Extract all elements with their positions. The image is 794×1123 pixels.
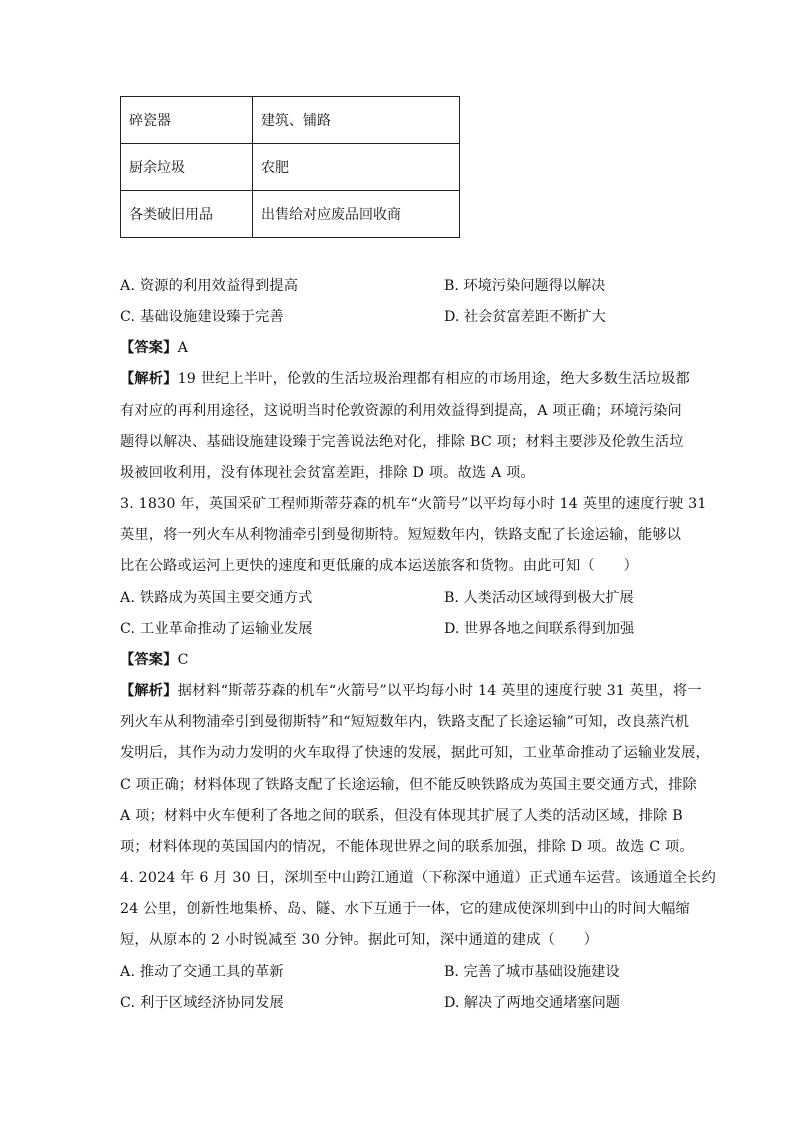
q2-analysis-line: 圾被回收利用，没有体现社会贫富差距，排除 D 项。故选 A 项。 <box>120 465 535 481</box>
table-cell: 出售给对应废品回收商 <box>253 191 460 238</box>
answer-value: C <box>177 652 189 668</box>
table-cell: 厨余垃圾 <box>121 144 253 191</box>
q2-option-b: B. 环境污染问题得以解决 <box>444 278 606 294</box>
analysis-text: 19 世纪上半叶，伦敦的生活垃圾治理都有相应的市场用途，绝大多数生活垃圾都 <box>177 371 690 387</box>
q4-stem-line: 4. 2024 年 6 月 30 日，深圳至中山跨江通道（下称深中通道）正式通车运营。该通道全长约 <box>120 870 716 886</box>
table-cell: 农肥 <box>253 144 460 191</box>
table-row <box>121 144 460 191</box>
q4-stem-line: 短，从原本的 2 小时锐减至 30 分钟。据此可知，深中通道的建成（ ） <box>120 932 599 948</box>
q3-option-c: C. 工业革命推动了运输业发展 <box>120 621 313 637</box>
q2-option-a: A. 资源的利用效益得到提高 <box>120 278 299 294</box>
q2-analysis-line <box>120 369 690 389</box>
q3-analysis-line: 发明后，其作为动力发明的火车取得了快速的发展，据此可知，工业革命推动了运输业发展， <box>120 745 710 761</box>
answer-value: A <box>177 340 189 356</box>
q4-option-d: D. 解决了两地交通堵塞问题 <box>444 995 620 1011</box>
q3-answer <box>120 650 189 670</box>
recycling-table <box>120 96 460 238</box>
analysis-text: 据材料“斯蒂芬森的机车“火箭号”以平均每小时 14 英里的速度行驶 31 英里，将一 <box>177 683 702 699</box>
table-cell: 碎瓷器 <box>121 97 253 144</box>
table-cell: 各类破旧用品 <box>121 191 253 238</box>
table-cell: 建筑、铺路 <box>253 97 460 144</box>
q3-analysis-line: 项；材料体现的英国国内的情况，不能体现世界之间的联系加强，排除 D 项。故选 C 项。 <box>120 839 694 855</box>
q3-option-d: D. 世界各地之间联系得到加强 <box>444 621 635 637</box>
q3-analysis-line: 列火车从利物浦牵引到曼彻斯特”和“短短数年内，铁路支配了长途运输”可知，改良蒸汽机 <box>120 714 690 730</box>
q4-option-b: B. 完善了城市基础设施建设 <box>444 964 620 980</box>
answer-label: 【答案】 <box>120 340 178 356</box>
q2-option-c: C. 基础设施建设臻于完善 <box>120 309 284 325</box>
q4-option-c: C. 利于区域经济协同发展 <box>120 995 284 1011</box>
q3-stem-line: 英里，将一列火车从利物浦牵引到曼彻斯特。短短数年内，铁路支配了长途运输，能够以 <box>120 527 682 543</box>
q3-option-a: A. 铁路成为英国主要交通方式 <box>120 590 313 606</box>
q4-stem-line: 24 公里，创新性地集桥、岛、隧、水下互通于一体，它的建成使深圳到中山的时间大幅缩 <box>120 901 690 917</box>
q2-answer <box>120 338 188 358</box>
q3-option-b: B. 人类活动区域得到极大扩展 <box>444 590 634 606</box>
analysis-label: 【解析】 <box>120 683 178 699</box>
q3-stem-line: 3. 1830 年，英国采矿工程师斯蒂芬森的机车“火箭号”以平均每小时 14 英里的速度行驶 31 <box>120 496 707 512</box>
q3-stem-line: 比在公路或运河上更快的速度和更低廉的成本运送旅客和货物。由此可知（ ） <box>120 558 638 574</box>
q2-option-d: D. 社会贫富差距不断扩大 <box>444 309 606 325</box>
q2-analysis-line: 题得以解决、基础设施建设臻于完善说法绝对化，排除 BC 项；材料主要涉及伦敦生活垃 <box>120 434 684 450</box>
q2-analysis-line: 有对应的再利用途径，这说明当时伦敦资源的利用效益得到提高，A 项正确；环境污染问 <box>120 403 682 419</box>
table-row <box>121 191 460 238</box>
q3-analysis-line: A 项；材料中火车便利了各地之间的联系，但没有体现其扩展了人类的活动区域，排除 B <box>120 808 683 824</box>
q3-analysis-line: C 项正确；材料体现了铁路支配了长途运输，但不能反映铁路成为英国主要交通方式，排除 <box>120 777 697 793</box>
table-row <box>121 97 460 144</box>
q3-analysis-line <box>120 681 702 701</box>
answer-label: 【答案】 <box>120 652 178 668</box>
analysis-label: 【解析】 <box>120 371 178 387</box>
q4-option-a: A. 推动了交通工具的革新 <box>120 964 284 980</box>
